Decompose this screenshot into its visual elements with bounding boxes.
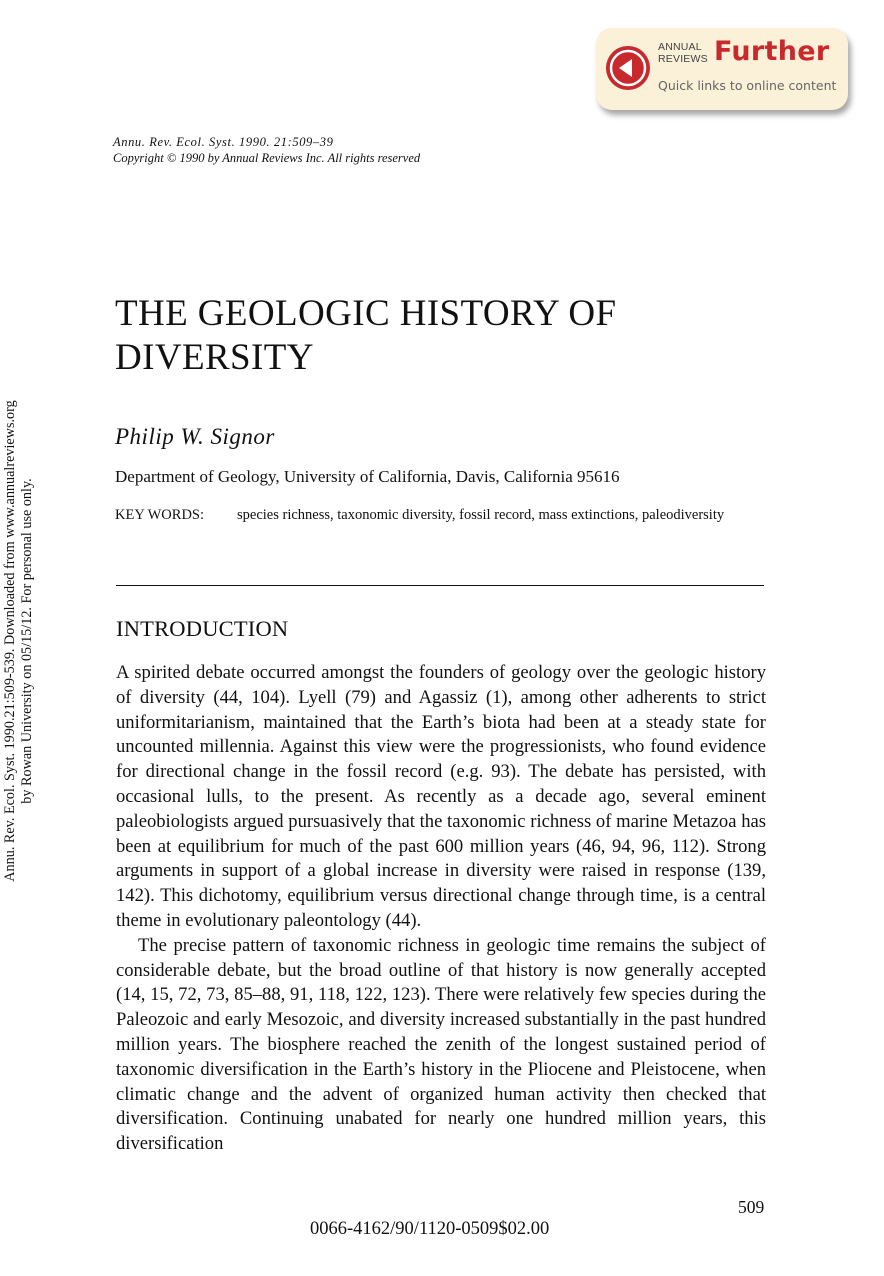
download-side-note <box>2 361 36 921</box>
body-paragraph: The precise pattern of taxonomic richness in geologic time remains the subject of considerable debate, but the broad outline of that history is now generally accepted (14, 15, 72, 73, 85–88, 91, 118, 122, 123). There were relatively few species during the Paleozoic and early Mesozoic, and diversity increased substantially in the past hundred million years. The biosphere reached the zenith of the longest sustained period of taxonomic diversification in the Earth’s history in the Pliocene and Pleistocene, when climatic change and the advent of organized human activity then checked that diversification. Continuing unabated for nearly one hundred million years, this diversification <box>116 934 766 1155</box>
article-body <box>116 661 766 1157</box>
section-heading: INTRODUCTION <box>116 616 289 641</box>
annual-reviews-label <box>658 41 718 65</box>
price-code: 0066-4162/90/1120-0509$02.00 <box>310 1219 550 1239</box>
section-divider <box>116 585 764 586</box>
journal-citation: Annu. Rev. Ecol. Syst. 1990. 21:509–39 <box>113 135 334 149</box>
journal-copyright: Copyright © 1990 by Annual Reviews Inc. All rights reserved <box>113 151 421 165</box>
page-number: 509 <box>738 1197 765 1217</box>
author-affiliation: Department of Geology, University of California, Davis, California 95616 <box>115 467 620 486</box>
keywords-list: species richness, taxonomic diversity, fossil record, mass extinctions, paleodiversity <box>237 507 725 523</box>
further-subtitle: Quick links to online content <box>658 78 837 93</box>
annual-label-line2: REVIEWS <box>658 53 708 65</box>
keywords-label: KEY WORDS: <box>115 507 205 523</box>
annual-label-line1: ANNUAL <box>658 41 702 53</box>
side-note-line1: Annu. Rev. Ecol. Syst. 1990.21:509-539. Downloaded from www.annualreviews.org <box>2 400 18 882</box>
back-arrow-icon <box>606 46 650 90</box>
title-line1: THE GEOLOGIC HISTORY OF <box>115 293 617 334</box>
side-note-line2: by Rowan University on 05/15/12. For personal use only. <box>19 478 35 804</box>
further-links-badge[interactable] <box>596 28 848 110</box>
keywords-block <box>115 506 764 525</box>
article-title <box>115 292 715 380</box>
title-line2: DIVERSITY <box>115 337 314 378</box>
author-name: Philip W. Signor <box>115 424 275 449</box>
further-label: Further <box>714 36 830 67</box>
journal-reference <box>113 134 420 166</box>
body-paragraph: A spirited debate occurred amongst the founders of geology over the geologic history of diversity (44, 104). Lyell (79) and Agassiz (1), among other adherents to strict uniformitarianism, maintained that the Earth’s biota had been at a steady state for uncounted millennia. Against this view were the progressionists, who found evidence for directional change in the fossil record (e.g. 93). The debate has persisted, with occasional lulls, to the present. As recently as a decade ago, several eminent paleobiologists argued pursuasively that the taxonomic richness of marine Metazoa has been at equilibrium for much of the past 600 million years (46, 94, 96, 112). Strong arguments in support of a global increase in diversity were raised in response (139, 142). This dichotomy, equilibrium versus directional change through time, is a central theme in evolutionary paleontology (44). <box>116 662 766 931</box>
